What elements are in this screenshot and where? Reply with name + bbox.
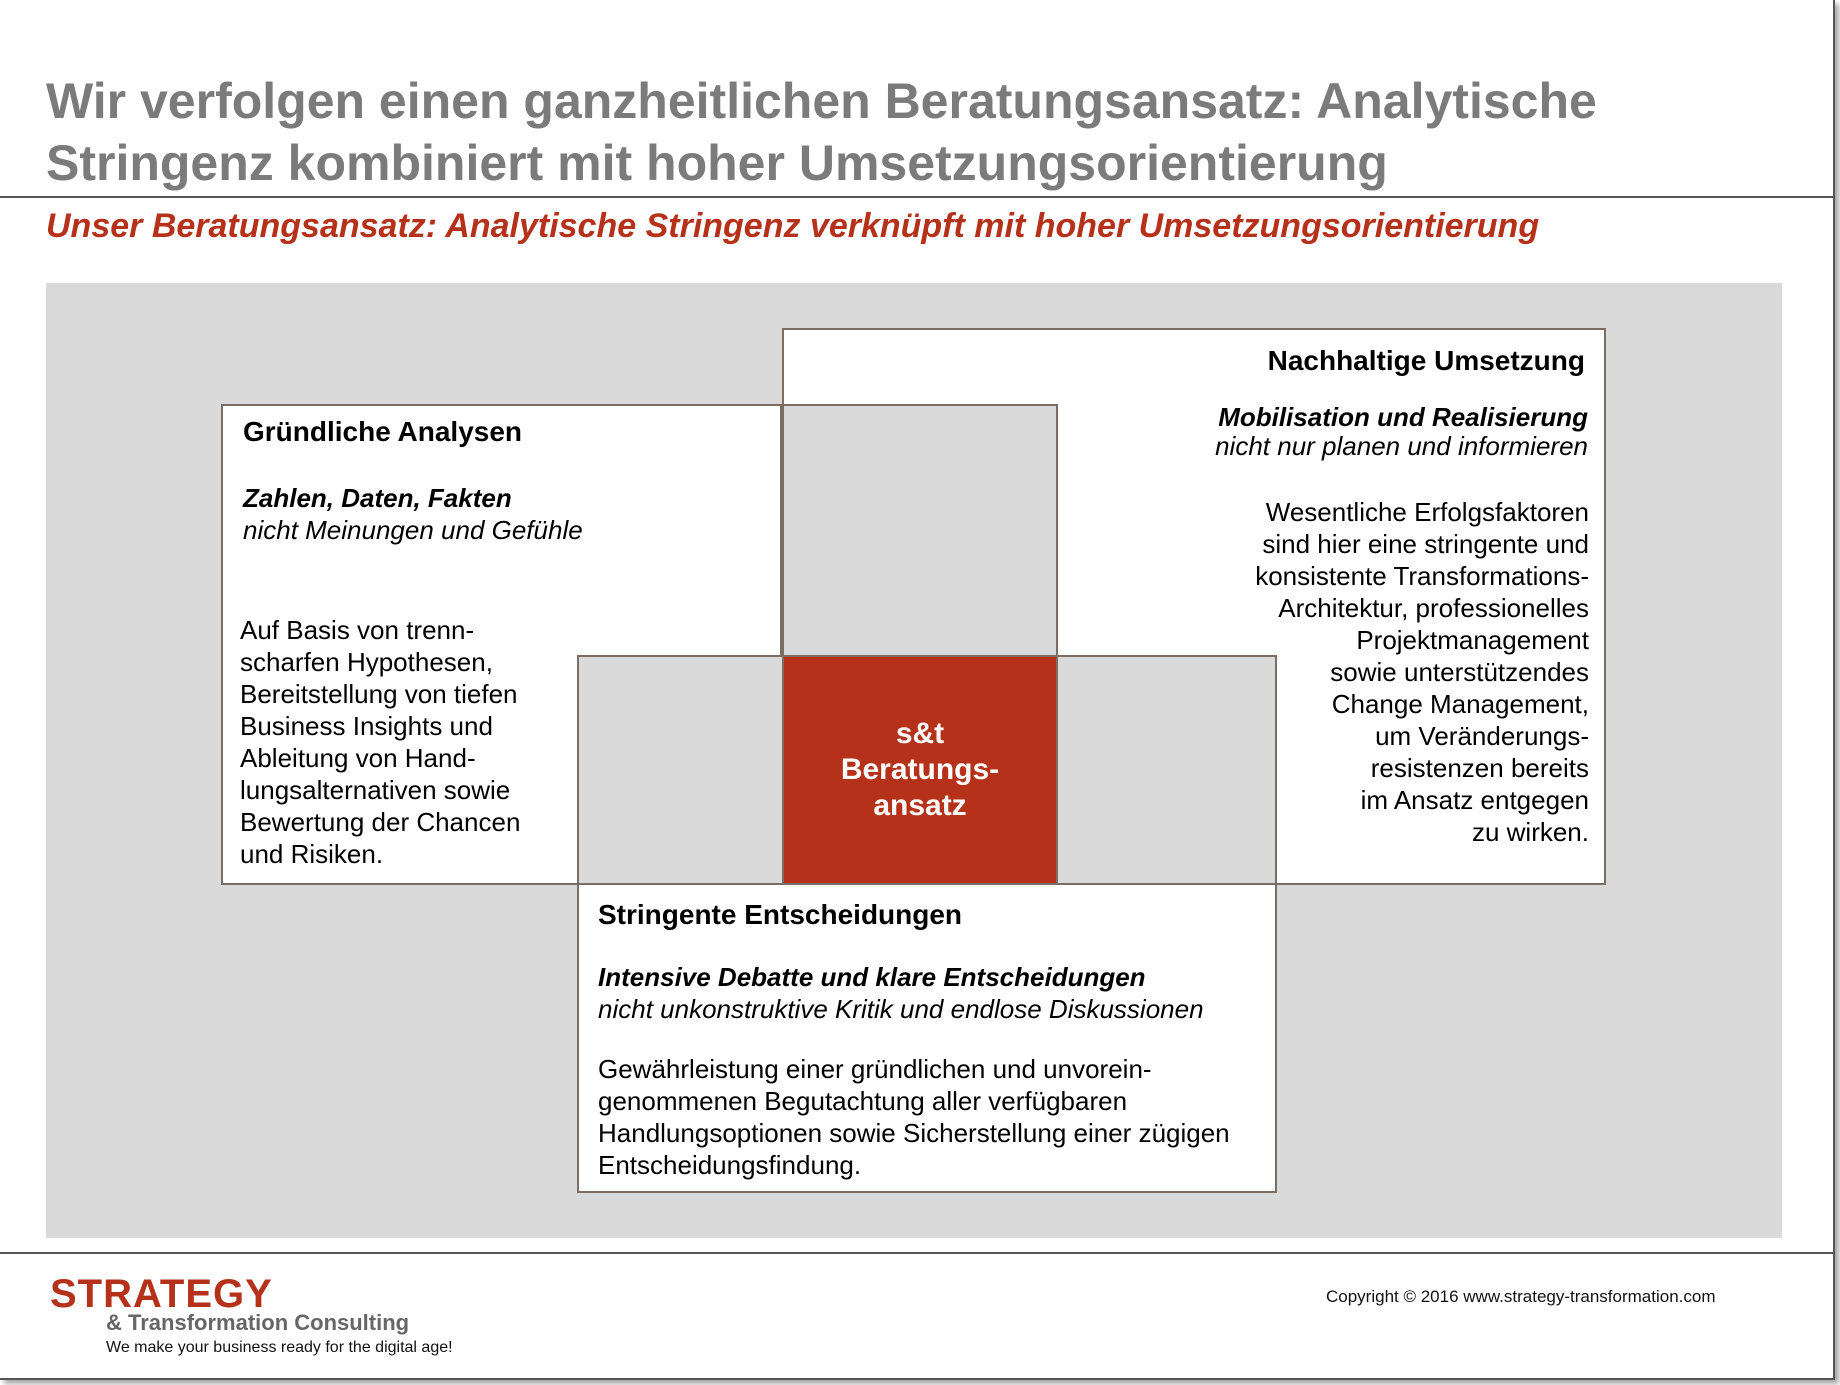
analysen-body-line: Bewertung der Chancen — [240, 807, 521, 837]
umsetzung-heading: Nachhaltige Umsetzung — [1267, 345, 1585, 376]
analysen-body-line: scharfen Hypothesen, — [240, 647, 493, 677]
analysen-heading: Gründliche Analysen — [243, 416, 523, 447]
analysen-body-line: und Risiken. — [240, 839, 384, 869]
entscheidungen-contrast: nicht unkonstruktive Kritik und endlose Diskussionen — [598, 994, 1204, 1024]
overlap-analysen-umsetzung — [782, 404, 1058, 657]
footer-divider — [0, 1252, 1833, 1254]
analysen-body-line: lungsalternativen sowie — [240, 775, 511, 805]
page-subtitle: Unser Beratungsansatz: Analytische Stringenz verknüpft mit hoher Umsetzungsorientierung — [46, 207, 1540, 245]
umsetzung-body-line: Projektmanagement — [1356, 625, 1589, 655]
analysen-principle: Zahlen, Daten, Fakten — [243, 483, 512, 513]
umsetzung-body-line: konsistente Transformations- — [1255, 561, 1589, 591]
center-label-line-2: Beratungs- — [840, 753, 1000, 786]
analysen-body-line: Ableitung von Hand- — [240, 743, 476, 773]
entscheidungen-body — [598, 1053, 1230, 1181]
page-title — [46, 70, 1766, 194]
title-divider — [0, 196, 1833, 198]
entscheidungen-principle: Intensive Debatte und klare Entscheidungen — [598, 962, 1146, 992]
entscheidungen-body-line: Handlungsoptionen sowie Sicherstellung einer zügigen — [598, 1118, 1230, 1148]
umsetzung-principle: Mobilisation und Realisierung — [1218, 402, 1588, 432]
umsetzung-body — [1255, 496, 1589, 848]
umsetzung-body-line: um Veränderungs- — [1375, 721, 1589, 751]
entscheidungen-body-line: genommenen Begutachtung aller verfügbaren — [598, 1086, 1128, 1116]
umsetzung-contrast: nicht nur planen und informieren — [1215, 431, 1588, 461]
center-label-line-3: ansatz — [873, 789, 967, 822]
entscheidungen-heading: Stringente Entscheidungen — [598, 899, 963, 930]
umsetzung-body-line: zu wirken. — [1471, 817, 1589, 847]
company-logo-subline: & Transformation Consulting — [106, 1310, 410, 1335]
entscheidungen-body-line: Entscheidungsfindung. — [598, 1150, 862, 1180]
umsetzung-body-line: Architektur, professionelles — [1278, 593, 1589, 623]
center-label-line-1: s&t — [895, 717, 945, 750]
umsetzung-body-line: sind hier eine stringente und — [1262, 529, 1589, 559]
company-tagline: We make your business ready for the digital age! — [106, 1339, 453, 1356]
title-line-1: Wir verfolgen einen ganzheitlichen Beratungsansatz: Analytische — [46, 73, 1597, 129]
copyright-notice: Copyright © 2016 www.strategy-transformation.com — [1326, 1287, 1716, 1306]
overlap-umsetzung-entscheidungen — [1056, 655, 1277, 885]
entscheidungen-body-line: Gewährleistung einer gründlichen und unvorein- — [598, 1054, 1152, 1084]
title-line-2: Stringenz kombiniert mit hoher Umsetzungsorientierung — [46, 135, 1388, 191]
analysen-body-line: Business Insights und — [240, 711, 493, 741]
analysen-body-line: Bereitstellung von tiefen — [240, 679, 518, 709]
umsetzung-body-line: sowie unterstützendes — [1330, 657, 1589, 687]
analysen-body — [240, 614, 520, 870]
overlap-analysen-entscheidungen — [577, 655, 784, 885]
umsetzung-body-line: Change Management, — [1331, 689, 1589, 719]
umsetzung-body-line: resistenzen bereits — [1370, 753, 1589, 783]
center-approach-block — [782, 655, 1058, 885]
umsetzung-body-line: im Ansatz entgegen — [1360, 785, 1589, 815]
company-logo-wordmark: STRATEGY — [50, 1272, 273, 1316]
analysen-body-line: Auf Basis von trenn- — [240, 615, 475, 645]
umsetzung-body-line: Wesentliche Erfolgsfaktoren — [1265, 497, 1589, 527]
analysen-contrast: nicht Meinungen und Gefühle — [243, 515, 583, 545]
